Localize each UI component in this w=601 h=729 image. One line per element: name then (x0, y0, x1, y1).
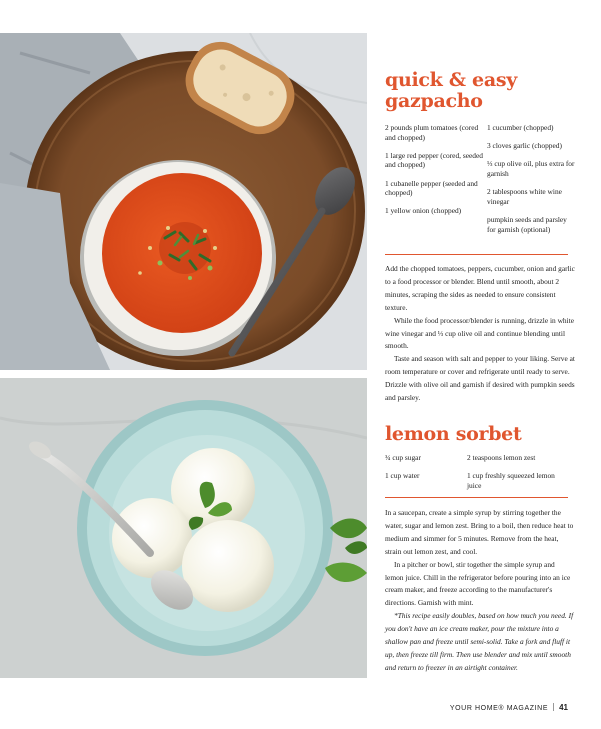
magazine-name: YOUR HOME® MAGAZINE (449, 705, 549, 712)
gazpacho-method (385, 263, 575, 405)
sorbet-title: lemon sorbet (385, 423, 522, 445)
ingredient: 3 cloves garlic (chopped) (487, 141, 562, 151)
ingredient: 1 cup water (385, 471, 420, 481)
ingredient: 2 pounds plum tomatoes (cored and chopped) (385, 123, 479, 142)
gazpacho-ingredients (385, 123, 575, 252)
sorbet-ingredients-right (467, 453, 567, 499)
method-paragraph: Add the chopped tomatoes, peppers, cucumber, onion and garlic to a food processor or blender. Blend until smooth, about 2 minutes, scraping the sides as needed to ensure consistent texture. (385, 264, 575, 312)
ingredient: pumpkin seeds and parsley for garnish (optional) (487, 214, 567, 234)
gazpacho-photo (0, 33, 367, 370)
ingredient: 1 yellow onion (chopped) (385, 206, 462, 216)
method-paragraph: In a saucepan, create a simple syrup by stirring together the water, sugar and lemon zest. Bring to a boil, then reduce heat to medium and simmer for 5 minutes. Remove from the heat, strain out lemon zest, and cool. (385, 508, 574, 556)
method-paragraph: Taste and season with salt and pepper to your liking. Serve at room temperature or cover and refrigerate until ready to serve. Drizzle with olive oil and garnish if desired with pumpkin seeds and parsley. (385, 354, 575, 403)
ingredient: 1 cup freshly squeezed lemon juice (467, 471, 555, 490)
ingredient: 1 cubanelle pepper (seeded and chopped) (385, 178, 478, 198)
ingredient: 2 teaspoons lemon zest (467, 453, 536, 462)
sorbet-ingredients (385, 453, 575, 497)
ingredient: 1 large red pepper (cored, seeded and chopped) (385, 150, 483, 170)
page-number: 41 (559, 703, 568, 712)
sorbet-ingredients-left (385, 453, 465, 499)
sorbet-photo (0, 378, 367, 678)
ingredient: ¾ cup sugar (385, 453, 421, 462)
gazpacho-divider (385, 254, 568, 255)
gazpacho-title-line1: quick & easy (385, 69, 517, 91)
ingredient: ⅓ cup olive oil, plus extra for garnish (487, 159, 575, 178)
method-paragraph: While the food processor/blender is running, drizzle in white wine vinegar and ⅓ cup olive oil and continue blending until smooth. (385, 315, 574, 351)
gazpacho-ingredients-right (487, 123, 577, 252)
recipe-note: *This recipe easily doubles, based on how much you need. If you don't have an ice cream maker, pour the mixture into a shallow pan and freeze until semi-solid. Take a fork and fluff it up, then freeze till firm. Then use blender and mix until smooth and return to freezer in an airtight container. (385, 611, 574, 672)
ingredient: 2 tablespoons white wine vinegar (487, 187, 562, 206)
ingredient: 1 cucumber (chopped) (487, 123, 554, 132)
gazpacho-ingredients-left (385, 123, 485, 252)
footer-separator (553, 703, 554, 711)
method-paragraph: In a pitcher or bowl, stir together the simple syrup and lemon juice. Chill in the refrigerator before pouring into an ice cream maker, and freeze according to the manufacturer's directions. Garnish with mint. (385, 559, 571, 608)
gazpacho-title-line2: gazpacho (385, 90, 483, 112)
page-footer (450, 703, 568, 712)
gazpacho-recipe (385, 70, 575, 405)
sorbet-method (385, 507, 575, 675)
sorbet-recipe (385, 424, 575, 675)
gazpacho-title (385, 70, 575, 112)
